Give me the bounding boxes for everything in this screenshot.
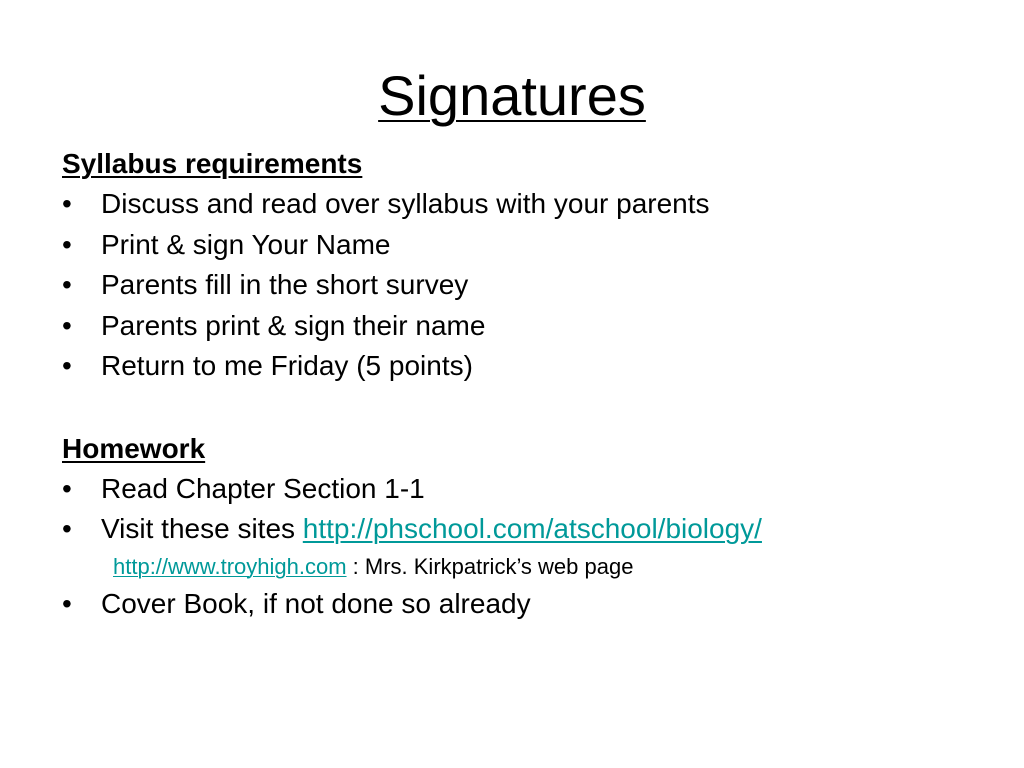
homework-item-read [62,469,1002,510]
homework-item-label: Read Chapter Section 1-1 [101,472,425,504]
homework-item-label: Cover Book, if not done so already [101,587,531,619]
slide-content [62,144,1002,624]
syllabus-item-survey [62,265,1002,306]
homework-list-continued [62,584,1002,625]
troyhigh-line [62,550,1002,584]
bullet-icon: • [62,472,72,504]
syllabus-item-discuss [62,184,1002,225]
syllabus-item-label: Parents fill in the short survey [101,269,469,300]
troyhigh-link[interactable]: http://www.troyhigh.com [113,553,347,579]
bullet-icon: • [62,188,72,219]
homework-list [62,469,1002,550]
homework-item-cover [62,584,1002,625]
homework-item-visit [62,509,1002,550]
section-spacer [62,387,1002,429]
syllabus-item-label: Discuss and read over syllabus with your parents [101,188,710,219]
syllabus-item-label: Parents print & sign their name [101,309,486,341]
bullet-icon: • [62,350,72,381]
syllabus-item-parents-sign [62,306,1002,347]
syllabus-item-label: Print & sign Your Name [101,228,391,260]
troyhigh-description: : Mrs. Kirkpatrick’s web page [346,553,634,579]
syllabus-item-print-sign [62,225,1002,266]
bullet-icon: • [62,513,72,544]
syllabus-item-label: Return to me Friday (5 points) [101,350,473,381]
syllabus-heading: Syllabus requirements [62,148,363,179]
bullet-icon: • [62,269,72,300]
syllabus-item-return [62,346,1002,387]
homework-item-label: Visit these sites [101,513,303,544]
homework-heading: Homework [62,432,206,464]
slide-title: Signatures [378,64,646,127]
syllabus-list [62,184,1002,387]
bullet-icon: • [62,309,72,341]
bullet-icon: • [62,587,72,619]
bullet-icon: • [62,228,72,260]
phschool-link[interactable]: http://phschool.com/atschool/biology/ [302,513,762,544]
